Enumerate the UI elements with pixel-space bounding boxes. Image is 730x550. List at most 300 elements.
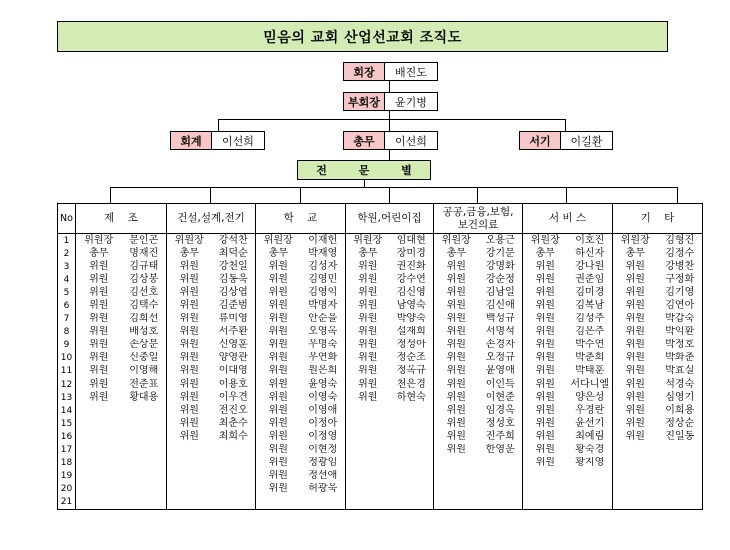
- member-role: 위원: [613, 404, 658, 417]
- member-name: 서주환: [212, 326, 256, 339]
- member-name: 김신애: [479, 299, 523, 312]
- row-number: 16: [58, 430, 76, 443]
- member-name: 명재진: [122, 247, 167, 260]
- member-name: 한영운: [479, 444, 523, 457]
- member-name: 배성호: [122, 326, 167, 339]
- member-name: 원은희: [301, 365, 346, 378]
- member-name: 진주희: [479, 430, 523, 443]
- member-role: 위원: [346, 286, 390, 299]
- specialty-banner: 전 문 별: [297, 160, 431, 180]
- row-number: 5: [58, 286, 76, 299]
- member-name: 오용근: [479, 234, 523, 248]
- member-role: 위원: [613, 378, 658, 391]
- member-role: 위원: [346, 299, 390, 312]
- member-name: 강병찬: [658, 260, 703, 273]
- member-name: 최덕순: [212, 247, 256, 260]
- member-name: 하신자: [568, 247, 613, 260]
- member-name: 김은주: [568, 326, 613, 339]
- member-name: [122, 404, 167, 417]
- member-role: 위원: [613, 260, 658, 273]
- member-name: 신중일: [122, 352, 167, 365]
- member-name: 이영해: [122, 365, 167, 378]
- member-role: 위원: [76, 260, 122, 273]
- member-role: 총무: [613, 247, 658, 260]
- member-name: 이현준: [479, 391, 523, 404]
- member-name: 강수연: [390, 273, 434, 286]
- member-name: 황지영: [568, 457, 613, 470]
- member-role: 위원: [76, 365, 122, 378]
- member-name: 정성아: [390, 339, 434, 352]
- member-role: 위원: [613, 286, 658, 299]
- table-row: [58, 326, 703, 339]
- member-role: 위원: [256, 260, 301, 273]
- member-role: 위원: [256, 404, 301, 417]
- member-role: 위원: [523, 260, 568, 273]
- row-number: 12: [58, 378, 76, 391]
- connector-line: [110, 187, 111, 203]
- row-number: 9: [58, 339, 76, 352]
- member-name: 이현정: [301, 444, 346, 457]
- member-role: 위원: [523, 457, 568, 470]
- member-name: 박효실: [658, 365, 703, 378]
- row-number: 17: [58, 444, 76, 457]
- member-role: 위원: [76, 326, 122, 339]
- member-role: 위원장: [613, 234, 658, 248]
- member-table: [57, 203, 703, 510]
- member-role: 위원: [167, 313, 212, 326]
- connector-line: [210, 187, 211, 203]
- member-role: 위원: [613, 391, 658, 404]
- member-role: 위원: [76, 273, 122, 286]
- member-role: 위원: [256, 273, 301, 286]
- vice-president-role: 부회장: [344, 93, 385, 110]
- column-header: 제 조: [76, 204, 167, 234]
- member-name: 정상순: [658, 417, 703, 430]
- member-name: 권준임: [568, 273, 613, 286]
- row-number: 20: [58, 483, 76, 496]
- member-name: 이우견: [212, 391, 256, 404]
- member-name: 문인곤: [122, 234, 167, 248]
- member-role: 위원: [256, 457, 301, 470]
- column-header: 학 교: [256, 204, 346, 234]
- member-role: 위원: [434, 286, 479, 299]
- member-name: 강명화: [479, 260, 523, 273]
- table-row: [58, 247, 703, 260]
- general-affairs-box: [343, 131, 438, 150]
- member-role: 위원: [434, 417, 479, 430]
- member-role: 위원: [256, 299, 301, 312]
- member-name: 오정규: [479, 352, 523, 365]
- member-name: 황대용: [122, 391, 167, 404]
- member-role: [346, 457, 390, 470]
- member-name: 박수연: [568, 339, 613, 352]
- member-role: 위원: [434, 313, 479, 326]
- member-name: 최희수: [212, 430, 256, 443]
- table-row: [58, 444, 703, 457]
- row-number: 3: [58, 260, 76, 273]
- table-row: [58, 286, 703, 299]
- row-number: 1: [58, 234, 76, 248]
- member-name: 강석찬: [212, 234, 256, 248]
- member-name: 이재헌: [301, 234, 346, 248]
- table-row: [58, 313, 703, 326]
- member-name: [479, 483, 523, 496]
- member-name: 우연화: [301, 352, 346, 365]
- member-role: 위원: [523, 365, 568, 378]
- member-role: 위원: [434, 299, 479, 312]
- member-name: [658, 444, 703, 457]
- member-name: 박화춘: [658, 352, 703, 365]
- member-role: 위원: [76, 378, 122, 391]
- connector-line: [566, 187, 567, 203]
- member-role: 위원: [613, 417, 658, 430]
- member-name: 강순정: [479, 273, 523, 286]
- member-name: 윤영숙: [301, 378, 346, 391]
- member-name: 김신영: [390, 286, 434, 299]
- member-name: 이영애: [301, 404, 346, 417]
- member-role: [346, 417, 390, 430]
- member-name: 허광욱: [301, 483, 346, 496]
- member-name: 손상문: [122, 339, 167, 352]
- member-role: 위원: [523, 430, 568, 443]
- member-name: 김선호: [122, 286, 167, 299]
- table-row: [58, 430, 703, 443]
- member-role: 위원: [523, 299, 568, 312]
- member-role: [76, 496, 122, 510]
- member-role: [167, 470, 212, 483]
- member-role: 위원: [613, 365, 658, 378]
- member-role: 위원: [76, 339, 122, 352]
- member-name: 장미경: [390, 247, 434, 260]
- member-role: [167, 444, 212, 457]
- connector-line: [300, 187, 301, 203]
- member-name: 김상봉: [122, 273, 167, 286]
- member-name: [122, 430, 167, 443]
- member-name: [212, 483, 256, 496]
- member-name: [658, 470, 703, 483]
- member-name: [212, 444, 256, 457]
- member-role: [613, 457, 658, 470]
- president-box: [343, 62, 438, 81]
- member-role: 위원: [256, 483, 301, 496]
- member-name: 박태훈: [568, 365, 613, 378]
- member-name: 권진화: [390, 260, 434, 273]
- secretary-role: 서기: [520, 132, 561, 149]
- member-role: 위원: [167, 352, 212, 365]
- member-name: 박양숙: [390, 313, 434, 326]
- member-role: 위원: [76, 313, 122, 326]
- member-name: 박춘희: [568, 352, 613, 365]
- connector-line: [389, 187, 390, 203]
- member-role: 위원: [346, 273, 390, 286]
- member-role: 위원: [523, 417, 568, 430]
- row-number: 4: [58, 273, 76, 286]
- member-role: 위원: [167, 391, 212, 404]
- member-role: [613, 470, 658, 483]
- member-name: 서명석: [479, 326, 523, 339]
- connector-line: [677, 187, 678, 203]
- member-role: 위원: [256, 339, 301, 352]
- row-number: 8: [58, 326, 76, 339]
- member-name: [390, 417, 434, 430]
- member-name: [390, 444, 434, 457]
- member-role: 위원: [167, 430, 212, 443]
- member-role: 위원: [434, 352, 479, 365]
- member-role: 위원: [167, 286, 212, 299]
- column-header: 건설,설계,전기: [167, 204, 256, 234]
- member-role: 위원: [613, 339, 658, 352]
- member-role: 위원: [434, 444, 479, 457]
- table-row: [58, 457, 703, 470]
- member-name: 신영훈: [212, 339, 256, 352]
- member-role: 위원: [256, 286, 301, 299]
- member-name: [479, 470, 523, 483]
- member-role: 위원: [346, 365, 390, 378]
- member-role: [256, 496, 301, 510]
- member-role: 위원: [523, 286, 568, 299]
- member-role: [346, 496, 390, 510]
- member-role: 위원: [167, 299, 212, 312]
- member-name: [122, 483, 167, 496]
- member-name: [390, 430, 434, 443]
- member-role: 위원장: [346, 234, 390, 248]
- member-name: [122, 417, 167, 430]
- member-name: [122, 470, 167, 483]
- row-number: 18: [58, 457, 76, 470]
- member-name: 구정화: [658, 273, 703, 286]
- member-role: 위원: [346, 339, 390, 352]
- member-name: 손경자: [479, 339, 523, 352]
- member-name: 최춘수: [212, 417, 256, 430]
- table-header-row: [58, 204, 703, 234]
- general-affairs-name: 이선희: [385, 132, 437, 149]
- table-row: [58, 391, 703, 404]
- table-row: [58, 483, 703, 496]
- member-name: 하현숙: [390, 391, 434, 404]
- table-row: [58, 352, 703, 365]
- member-role: 위원: [523, 444, 568, 457]
- table-row: [58, 378, 703, 391]
- column-header: 서 비 스: [523, 204, 613, 234]
- member-name: 황숙경: [568, 444, 613, 457]
- row-number: 13: [58, 391, 76, 404]
- member-role: [346, 404, 390, 417]
- member-name: 이정아: [301, 417, 346, 430]
- member-role: 위원: [434, 404, 479, 417]
- member-name: [479, 457, 523, 470]
- table-row: [58, 273, 703, 286]
- member-role: 위원: [523, 352, 568, 365]
- member-role: 위원: [613, 313, 658, 326]
- member-role: [613, 483, 658, 496]
- member-name: [390, 404, 434, 417]
- connector-line: [218, 119, 565, 120]
- treasurer-role: 회계: [171, 132, 212, 149]
- member-role: 위원장: [167, 234, 212, 248]
- member-role: 위원: [76, 299, 122, 312]
- member-name: 박갑숙: [658, 313, 703, 326]
- member-name: 이영숙: [301, 391, 346, 404]
- member-name: 이호진: [568, 234, 613, 248]
- row-number: 7: [58, 313, 76, 326]
- member-role: 총무: [167, 247, 212, 260]
- member-role: [523, 496, 568, 510]
- member-name: [568, 496, 613, 510]
- member-name: 정광임: [301, 457, 346, 470]
- member-name: 김복남: [568, 299, 613, 312]
- member-role: 위원: [434, 378, 479, 391]
- member-name: 최예림: [568, 430, 613, 443]
- table-row: [58, 365, 703, 378]
- member-name: 김성자: [301, 260, 346, 273]
- general-affairs-role: 총무: [344, 132, 385, 149]
- member-role: 위원장: [76, 234, 122, 248]
- member-role: 위원: [434, 326, 479, 339]
- member-name: [122, 457, 167, 470]
- member-name: 윤선기: [568, 417, 613, 430]
- member-role: 위원: [256, 313, 301, 326]
- member-name: 강기문: [479, 247, 523, 260]
- member-name: 김형진: [658, 234, 703, 248]
- member-name: 오영옥: [301, 326, 346, 339]
- president-name: 배진도: [385, 63, 437, 80]
- member-role: 위원: [167, 404, 212, 417]
- member-role: 위원: [434, 260, 479, 273]
- table-row: [58, 260, 703, 273]
- member-name: 이용호: [212, 378, 256, 391]
- member-role: 총무: [346, 247, 390, 260]
- member-role: [167, 496, 212, 510]
- member-name: 천은경: [390, 378, 434, 391]
- member-name: [390, 470, 434, 483]
- table-row: [58, 299, 703, 312]
- member-role: [346, 430, 390, 443]
- secretary-name: 이길환: [561, 132, 612, 149]
- member-name: 전준표: [122, 378, 167, 391]
- connector-line: [477, 187, 478, 203]
- member-role: 위원: [434, 365, 479, 378]
- member-name: [479, 496, 523, 510]
- member-role: [523, 483, 568, 496]
- member-role: 위원: [167, 378, 212, 391]
- row-number: 6: [58, 299, 76, 312]
- member-name: 심영기: [658, 391, 703, 404]
- row-number: 2: [58, 247, 76, 260]
- member-name: 김정수: [658, 247, 703, 260]
- president-role: 회장: [344, 63, 385, 80]
- member-role: 위원장: [523, 234, 568, 248]
- member-name: 이희용: [658, 404, 703, 417]
- member-name: 진일동: [658, 430, 703, 443]
- member-role: 위원: [613, 326, 658, 339]
- page-title: 믿음의 교회 산업선교회 조직도: [57, 21, 668, 52]
- member-role: [434, 457, 479, 470]
- member-name: 김연아: [658, 299, 703, 312]
- member-role: [76, 483, 122, 496]
- member-role: [346, 483, 390, 496]
- member-role: 위원: [523, 391, 568, 404]
- member-role: 위원: [523, 404, 568, 417]
- member-role: 위원: [167, 260, 212, 273]
- member-role: [76, 417, 122, 430]
- member-role: 위원: [167, 339, 212, 352]
- member-role: 위원: [256, 430, 301, 443]
- member-role: 위원: [346, 326, 390, 339]
- row-number: 21: [58, 496, 76, 510]
- member-name: [568, 470, 613, 483]
- member-name: 박재영: [301, 247, 346, 260]
- member-role: 위원: [613, 273, 658, 286]
- member-name: 김택수: [122, 299, 167, 312]
- member-role: [434, 496, 479, 510]
- member-name: 정옥규: [390, 365, 434, 378]
- member-name: [212, 470, 256, 483]
- member-name: [390, 483, 434, 496]
- member-role: 위원장: [434, 234, 479, 248]
- member-role: 위원: [167, 273, 212, 286]
- member-name: [658, 483, 703, 496]
- member-name: 안순을: [301, 313, 346, 326]
- member-name: 양영관: [212, 352, 256, 365]
- member-name: 박익환: [658, 326, 703, 339]
- member-role: 위원: [523, 313, 568, 326]
- row-number: 11: [58, 365, 76, 378]
- member-name: 백성규: [479, 313, 523, 326]
- member-role: [76, 457, 122, 470]
- row-number: 14: [58, 404, 76, 417]
- member-name: 임경옥: [479, 404, 523, 417]
- member-role: 위원: [76, 352, 122, 365]
- member-name: 정순조: [390, 352, 434, 365]
- member-role: 위원: [523, 339, 568, 352]
- member-name: 강천일: [212, 260, 256, 273]
- member-role: 위원: [434, 430, 479, 443]
- member-name: 설재희: [390, 326, 434, 339]
- member-name: [658, 457, 703, 470]
- member-name: 남영숙: [390, 299, 434, 312]
- member-role: 위원: [167, 417, 212, 430]
- member-name: 윤영애: [479, 365, 523, 378]
- member-role: 총무: [434, 247, 479, 260]
- member-name: [301, 496, 346, 510]
- member-role: [346, 444, 390, 457]
- member-role: 위원: [76, 391, 122, 404]
- column-header: 학원,어린이집: [346, 204, 434, 234]
- member-name: 김희선: [122, 313, 167, 326]
- member-role: 위원: [613, 352, 658, 365]
- member-role: 위원: [256, 391, 301, 404]
- member-name: 김미경: [568, 286, 613, 299]
- treasurer-name: 이선희: [212, 132, 264, 149]
- member-role: 위원: [434, 391, 479, 404]
- member-name: 류미영: [212, 313, 256, 326]
- member-role: 위원: [256, 326, 301, 339]
- member-role: 위원: [613, 430, 658, 443]
- member-role: 위원: [256, 444, 301, 457]
- member-name: 김남일: [479, 286, 523, 299]
- member-name: 전진오: [212, 404, 256, 417]
- member-name: 석경숙: [658, 378, 703, 391]
- member-name: 김규태: [122, 260, 167, 273]
- member-role: 위원: [256, 470, 301, 483]
- member-name: [122, 444, 167, 457]
- secretary-box: [519, 131, 613, 150]
- member-role: 위원: [346, 391, 390, 404]
- member-role: 위원: [434, 339, 479, 352]
- member-role: 위원: [523, 378, 568, 391]
- member-role: 위원: [167, 326, 212, 339]
- member-role: [346, 470, 390, 483]
